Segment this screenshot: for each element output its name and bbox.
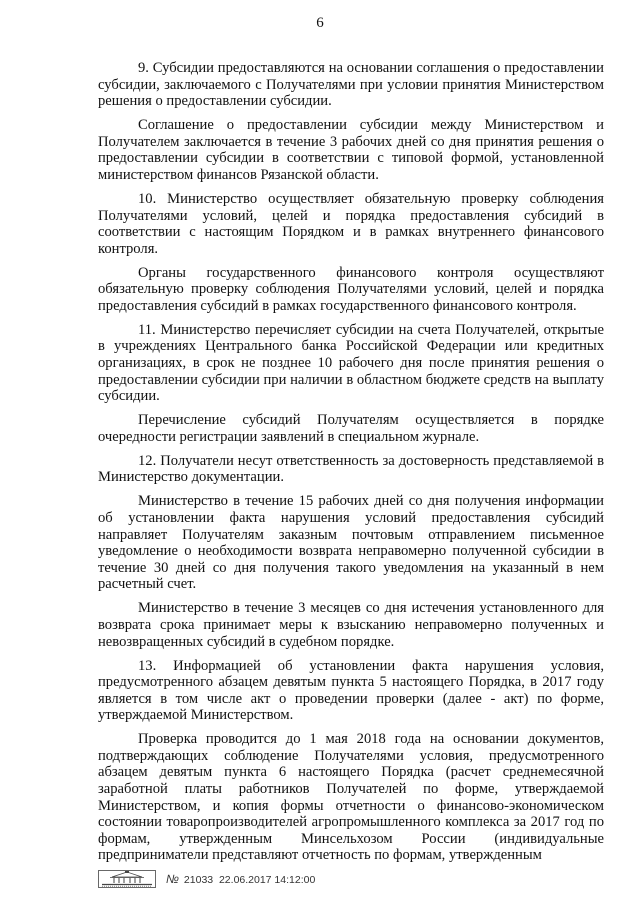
paragraph: 12. Получатели несут ответственность за достоверность представляемой в Министерство документации. (98, 452, 604, 486)
document-number: 21033 (183, 874, 214, 886)
government-building-stamp-icon (98, 870, 156, 888)
paragraph: 13. Информацией об установлении факта нарушения условия, предусмотренного абзацем девятым пункта 5 настоящего Порядка, в 2017 году является в том числе акт о проведении проверки (далее - акт) по форме, утверждаемой Министерством. (98, 657, 604, 724)
document-registration-info (166, 872, 315, 886)
paragraph: 11. Министерство перечисляет субсидии на счета Получателей, открытые в учреждениях Центрального банка Российской Федерации или кредитных организациях, в срок не позднее 10 рабочего дня после принятия решения о предоставлении субсидии при наличии в областном бюджете средств на выплату субсидии. (98, 321, 604, 405)
paragraph: Соглашение о предоставлении субсидии между Министерством и Получателем заключается в течение 3 рабочих дней со дня принятия решения о предоставлении субсидии в соответствии с типовой формой, установленной министерством финансов Рязанской области. (98, 117, 604, 183)
paragraph: 10. Министерство осуществляет обязательную проверку соблюдения Получателями условий, целей и порядка предоставления субсидий в соответствии с настоящим Порядком и в рамках внутреннего финансового контроля. (98, 190, 604, 257)
number-sign: № (166, 872, 179, 886)
paragraph: Проверка проводится до 1 мая 2018 года на основании документов, подтверждающих соблюдение Получателями условия, предусмотренного абзацем девятым пункта 6 настоящего Порядка (расчет среднемесячной заработной платы работников Получателей по форме, утверждаемой Министерством, и копия формы отчетности о финансово-экономическом состоянии товаропроизводителей агропромышленного комплекса за 2017 год по формам, утвержденным Минсельхозом России (индивидуальные предприниматели представляют отчетность по формам, утвержденным (98, 731, 604, 864)
paragraph: Перечисление субсидий Получателям осуществляется в порядке очередности регистрации заявлений в специальном журнале. (98, 412, 604, 445)
paragraph: 9. Субсидии предоставляются на основании соглашения о предоставлении субсидии, заключаемого с Получателями при условии принятия Министерством решения о предоставлении субсидии. (98, 60, 604, 110)
paragraph: Министерство в течение 15 рабочих дней со дня получения информации об установлении факта нарушения условий предоставления субсидий направляет Получателям заказным почтовым отправлением письменное уведомление о необходимости возврата неправомерно полученной субсидии в течение 30 дней со дня получения такого уведомления на указанный в нем расчетный счет. (98, 493, 604, 593)
page-number: 6 (316, 15, 324, 31)
paragraph: Органы государственного финансового контроля осуществляют обязательную проверку соблюдения Получателями условий, целей и порядка предоставления субсидий в рамках государственного финансового контроля. (98, 264, 604, 314)
document-footer (98, 870, 315, 888)
document-body (98, 60, 604, 871)
document-timestamp: 22.06.2017 14:12:00 (218, 874, 316, 886)
paragraph: Министерство в течение 3 месяцев со дня истечения установленного для возврата срока принимает меры к взысканию неправомерно полученных и невозвращенных субсидий в судебном порядке. (98, 600, 604, 650)
